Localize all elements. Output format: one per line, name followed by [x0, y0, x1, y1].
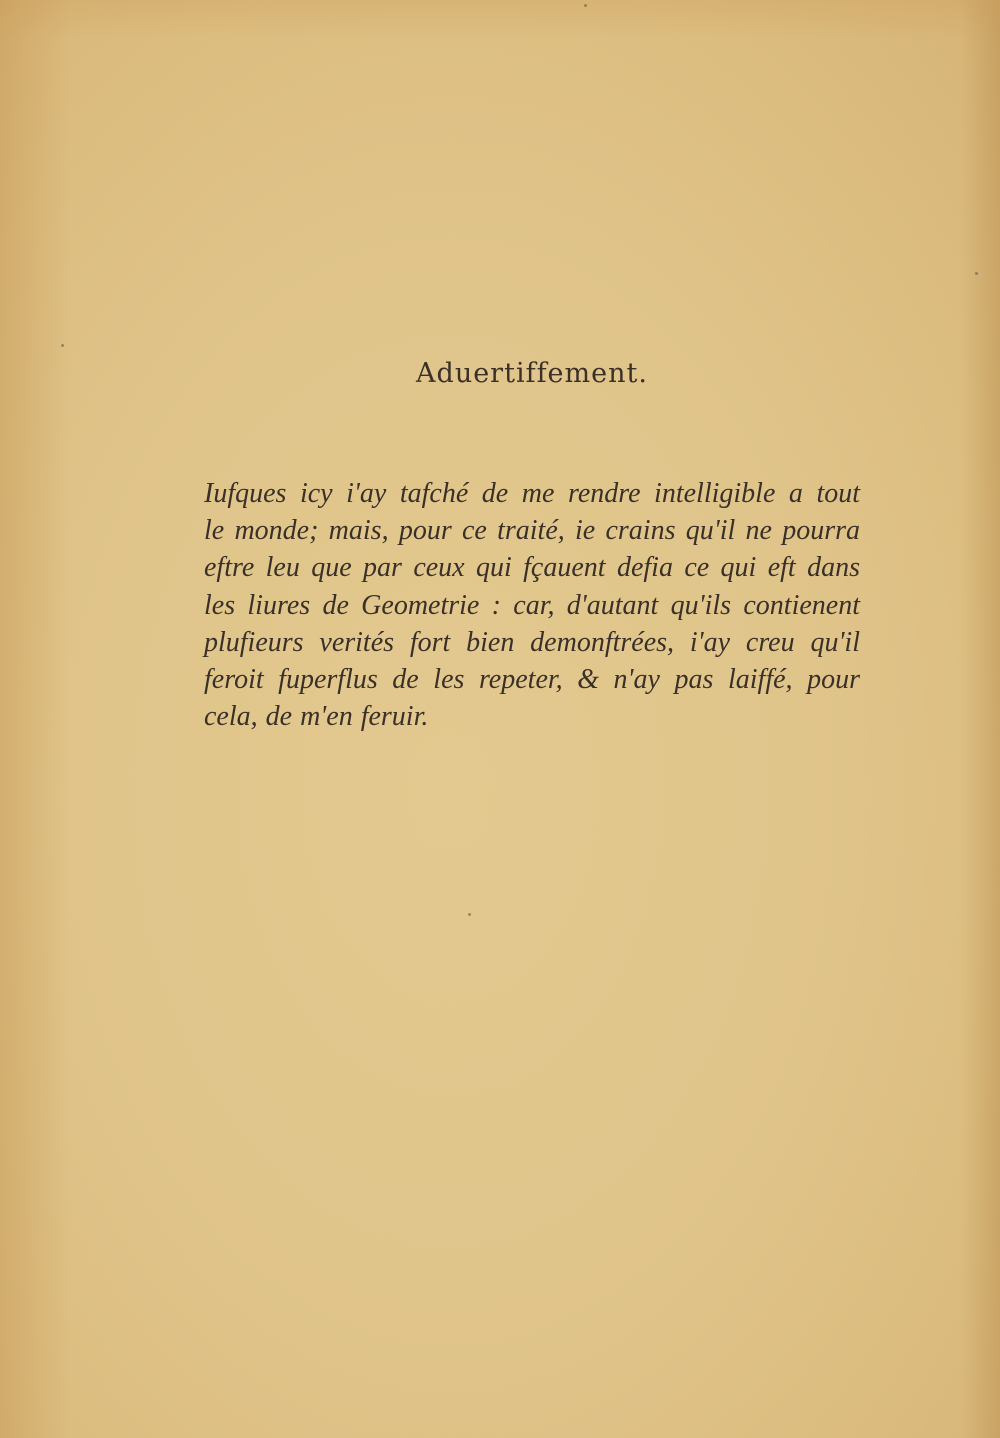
page-shadow-right: [960, 0, 1000, 1438]
paragraph-line: le monde; mais, pour ce traité, ie crains qu'il ne pourra: [204, 515, 860, 547]
paragraph-line: plufieurs verités fort bien demonftrées, i'ay creu qu'il: [204, 626, 860, 658]
page-shadow-left: [0, 0, 70, 1438]
page-shadow-top: [0, 0, 1000, 40]
body-paragraph: [204, 475, 860, 735]
paper-speck: [975, 272, 978, 275]
paragraph-line: Iufques icy i'ay tafché de me rendre intelligible a tout: [204, 478, 860, 509]
paper-speck: [61, 344, 64, 347]
paragraph-line: cela, de m'en feruir.: [204, 701, 429, 733]
paper-speck: [584, 4, 587, 7]
paragraph-line: feroit fuperflus de les repeter, & n'ay pas laiffé, pour: [204, 663, 860, 695]
paper-speck: [468, 913, 471, 916]
paragraph-line: les liures de Geometrie : car, d'autant qu'ils contienent: [204, 589, 860, 621]
paragraph-line: eftre leu que par ceux qui fçauent defia ce qui eft dans: [204, 552, 860, 584]
page-title: Aduertiffement.: [416, 358, 648, 389]
